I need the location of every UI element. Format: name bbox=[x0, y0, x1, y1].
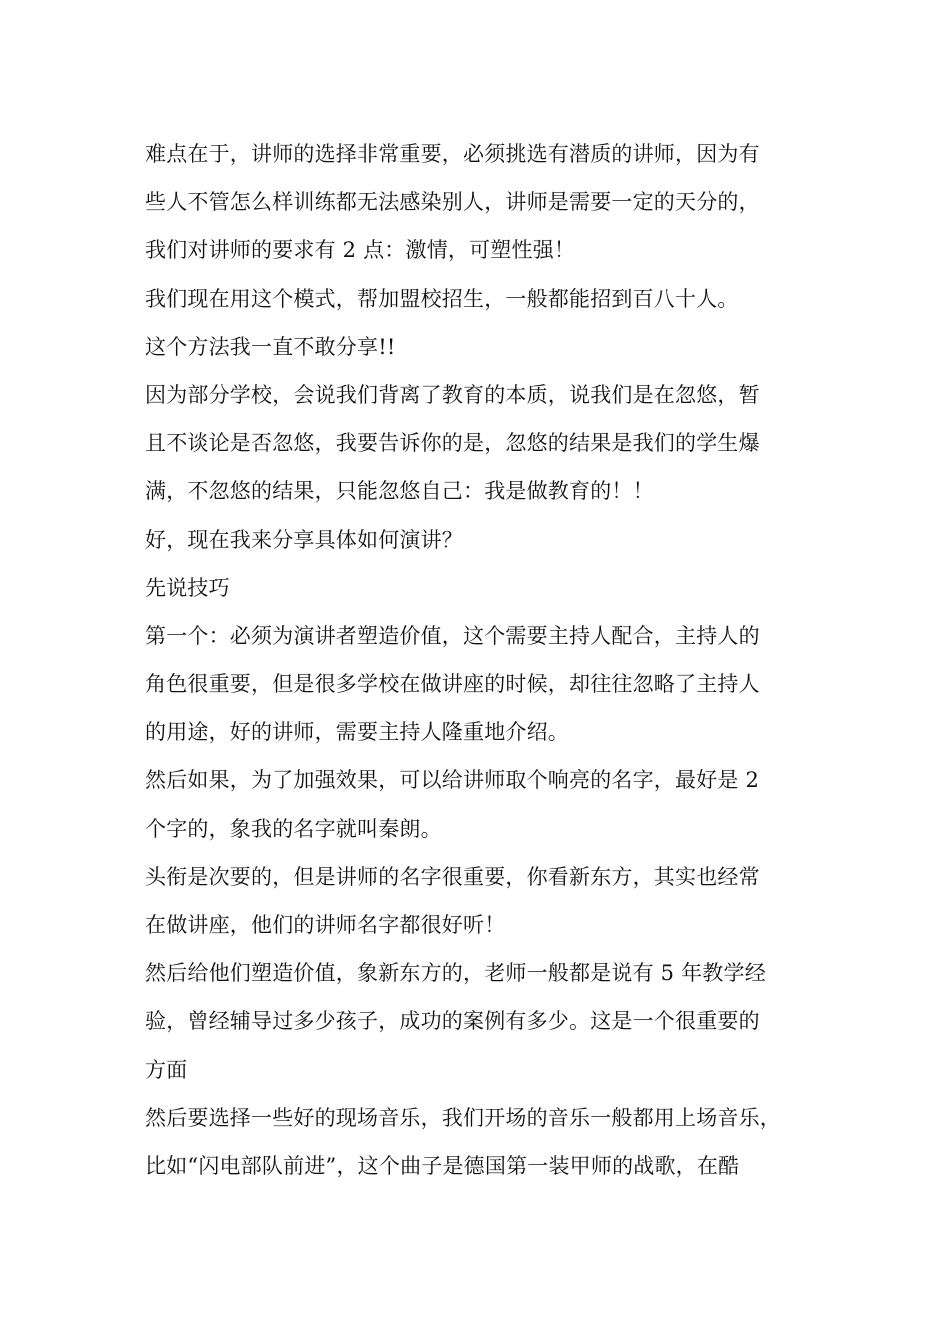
text-line: 因为部分学校，会说我们背离了教育的本质，说我们是在忽悠，暂 bbox=[145, 382, 760, 407]
text-line: 比如“闪电部队前进”，这个曲子是德国第一装甲师的战歌，在酷 bbox=[145, 1153, 740, 1178]
text-line: 的用途，好的讲师，需要主持人隆重地介绍。 bbox=[145, 720, 569, 745]
text-line: 方面 bbox=[145, 1057, 188, 1082]
text-line: 这个方法我一直不敢分享!! bbox=[145, 334, 396, 359]
text-line: 先说技巧 bbox=[145, 575, 230, 600]
text-line: 满，不忽悠的结果，只能忽悠自己：我是做教育的！！ bbox=[145, 479, 654, 504]
text-line: 第一个：必须为演讲者塑造价值，这个需要主持人配合，主持人的 bbox=[145, 623, 760, 648]
document-body bbox=[145, 130, 835, 1190]
text-line: 我们现在用这个模式，帮加盟校招生，一般都能招到百八十人。 bbox=[145, 286, 739, 311]
text-line: 难点在于，讲师的选择非常重要，必须挑选有潜质的讲师，因为有 bbox=[145, 142, 760, 166]
text-line: 些人不管怎么样训练都无法感染别人，讲师是需要一定的天分的， bbox=[145, 190, 760, 215]
text-line: 角色很重要，但是很多学校在做讲座的时候，却往往忽略了主持人 bbox=[145, 672, 760, 697]
text-line: 然后给他们塑造价值，象新东方的，老师一般都是说有 5 年教学经 bbox=[145, 961, 766, 986]
text-line: 验，曾经辅导过多少孩子，成功的案例有多少。这是一个很重要的 bbox=[145, 1009, 760, 1034]
text-line: 我们对讲师的要求有 2 点：激情，可塑性强！ bbox=[145, 238, 576, 263]
text-line: 且不谈论是否忽悠，我要告诉你的是，忽悠的结果是我们的学生爆 bbox=[145, 431, 760, 456]
text-line: 头衔是次要的，但是讲师的名字很重要，你看新东方，其实也经常 bbox=[145, 864, 760, 889]
text-line: 个字的，象我的名字就叫秦朗。 bbox=[145, 816, 442, 841]
text-line: 然后要选择一些好的现场音乐，我们开场的音乐一般都用上场音乐， bbox=[145, 1105, 781, 1130]
text-line: 然后如果，为了加强效果，可以给讲师取个响亮的名字，最好是 2 bbox=[145, 768, 760, 793]
text-line: 好，现在我来分享具体如何演讲？ bbox=[145, 527, 463, 552]
text-line: 在做讲座，他们的讲师名字都很好听！ bbox=[145, 913, 506, 937]
